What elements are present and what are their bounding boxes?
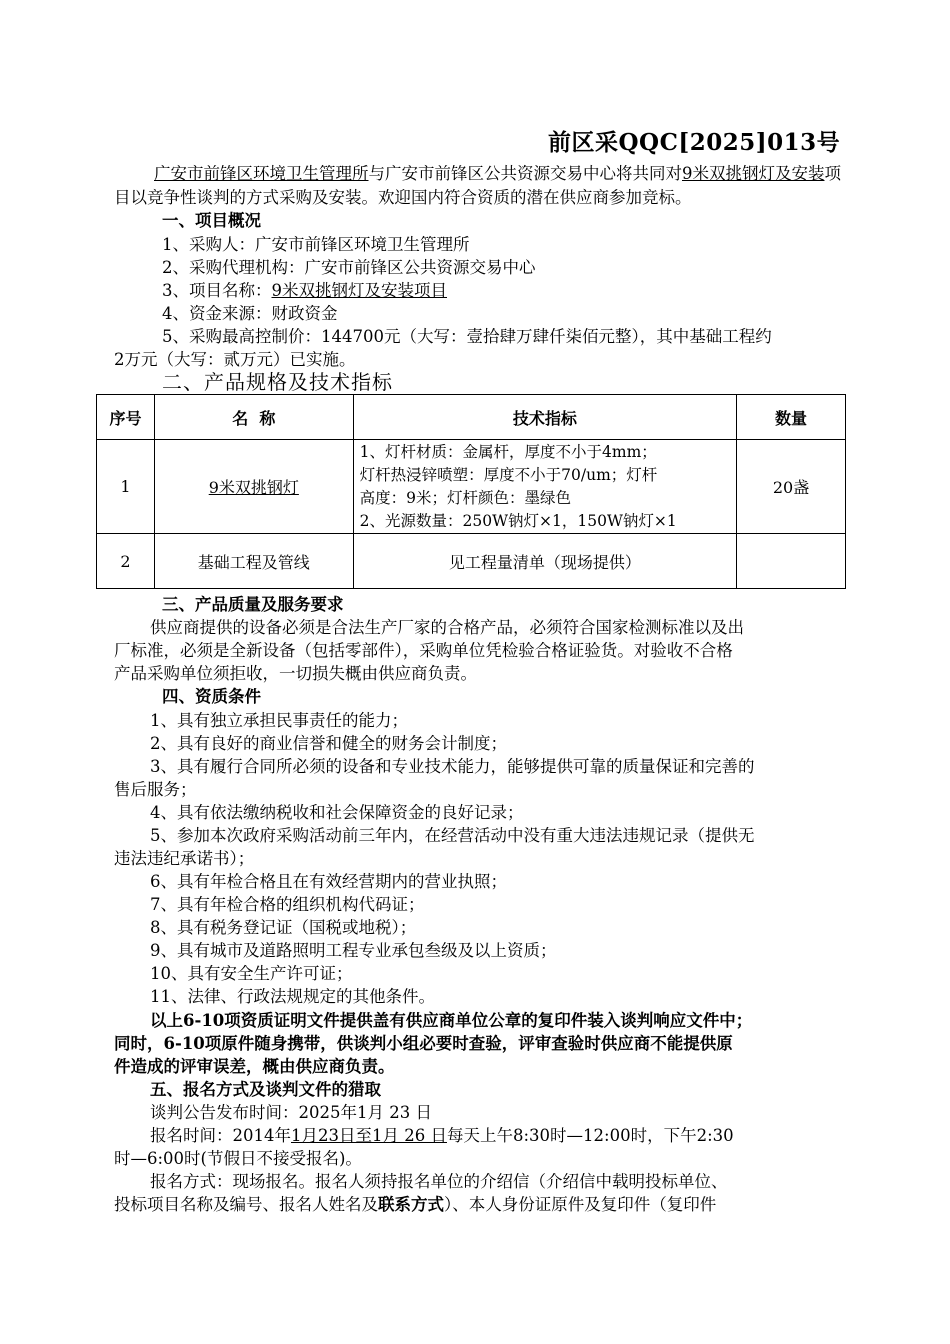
- method-contact-bold: 联系方式: [378, 1195, 444, 1214]
- document-number: 前区采QQC[2025]013号: [548, 129, 841, 156]
- section4-item4: 4、具有依法缴纳税收和社会保障资金的良好记录；: [150, 803, 524, 822]
- row1-tech-line1: 1、灯杆材质：金属杆，厚度不小于4mm；: [359, 442, 657, 461]
- intro-paragraph: [114, 162, 842, 209]
- section4-item9: 9、具有城市及道路照明工程专业承包叁级及以上资质；: [150, 941, 557, 960]
- item3-prefix: 3、项目名称：: [162, 281, 272, 300]
- row2-name: 基础工程及管线: [154, 534, 353, 589]
- section4-item3-line2: 售后服务；: [114, 780, 197, 799]
- section1-item1: 1、采购人：广安市前锋区环境卫生管理所: [162, 235, 470, 254]
- row2-qty: [737, 534, 846, 589]
- table-row: [97, 534, 846, 589]
- method-text-1: 投标项目名称及编号、报名人姓名及: [114, 1195, 378, 1214]
- intro-text-2: 项目以竞争性谈判的方式采购及安装。欢迎国内符合资质的潜在供应商参加竞标。: [114, 164, 841, 207]
- reg-suffix: 每天上午8:30时—12:00时，下午2:30: [446, 1126, 734, 1145]
- section1-item3: [162, 279, 447, 302]
- section4-item10: 10、具有安全生产许可证；: [150, 964, 353, 983]
- row1-tech: [353, 440, 736, 534]
- section4-note-line3: 件造成的评审误差，概由供应商负责。: [114, 1057, 395, 1076]
- section4-item1: 1、具有独立承担民事责任的能力；: [150, 711, 408, 730]
- purchaser-name: 广安市前锋区环境卫生管理所: [154, 164, 369, 183]
- header-tech: 技术指标: [353, 395, 736, 440]
- project-name-part-a: 9米双挑钢: [682, 164, 759, 183]
- row2-tech: 见工程量清单（现场提供）: [353, 534, 736, 589]
- section5-publish-time: 谈判公告发布时间：2025年1月 23 日: [150, 1103, 432, 1122]
- header-name: 名 称: [154, 395, 353, 440]
- section5-registration-line2: 时—6:00时(节假日不接受报名)。: [114, 1149, 362, 1168]
- section4-item5-line1: 5、参加本次政府采购活动前三年内，在经营活动中没有重大违法违规记录（提供无: [150, 826, 755, 845]
- reg-prefix: 报名时间：2014年: [150, 1126, 291, 1145]
- section2-title: 二、产品规格及技术指标: [162, 370, 393, 394]
- item3-project-name: 9米双挑钢灯及安装项目: [271, 281, 447, 300]
- section4-note-line2: 同时，6-10项原件随身携带，供谈判小组必要时查验，评审查验时供应商不能提供原: [114, 1034, 733, 1053]
- row1-name: 9米双挑钢灯: [154, 440, 353, 534]
- section3-line2: 厂标准，必须是全新设备（包括零部件），采购单位凭检验合格证验货。对验收不合格: [114, 641, 733, 660]
- section3-line3: 产品采购单位须拒收，一切损失概由供应商负责。: [114, 664, 477, 683]
- section5-method-line2: [114, 1193, 716, 1216]
- table-row: [97, 440, 846, 534]
- section1-item2: 2、采购代理机构：广安市前锋区公共资源交易中心: [162, 258, 536, 277]
- section3-title: 三、产品质量及服务要求: [162, 595, 344, 614]
- header-no: 序号: [97, 395, 155, 440]
- section5-registration-line1: [150, 1124, 734, 1147]
- section1-item4: 4、资金来源：财政资金: [162, 304, 338, 323]
- table-header-row: [97, 395, 846, 440]
- section1-title: 一、项目概况: [162, 211, 261, 230]
- section5-method-line1: 报名方式：现场报名。报名人须持报名单位的介绍信（介绍信中载明投标单位、: [150, 1172, 728, 1191]
- section4-item3-line1: 3、具有履行合同所必须的设备和专业技术能力，能够提供可靠的质量保证和完善的: [150, 757, 755, 776]
- section4-item5-line2: 违法违纪承诺书）；: [114, 849, 255, 868]
- section4-item6: 6、具有年检合格且在有效经营期内的营业执照；: [150, 872, 507, 891]
- section4-item8: 8、具有税务登记证（国税或地税）；: [150, 918, 417, 937]
- section5-title: 五、报名方式及谈判文件的猎取: [150, 1080, 381, 1099]
- section4-title: 四、资质条件: [162, 687, 261, 706]
- intro-text-1: 与广安市前锋区公共资源交易中心将共同对: [368, 164, 682, 183]
- section1-item5-line2: 2万元（大写：贰万元）已实施。: [114, 350, 356, 369]
- row2-no: 2: [97, 534, 155, 589]
- header-qty: 数量: [737, 395, 846, 440]
- project-name-part-b: 灯及安装: [758, 164, 825, 183]
- section4-item11: 11、法律、行政法规规定的其他条件。: [150, 987, 435, 1006]
- row1-tech-line4: 2、光源数量：250W钠灯×1，150W钠灯×1: [359, 511, 677, 530]
- section4-item2: 2、具有良好的商业信誉和健全的财务会计制度；: [150, 734, 507, 753]
- section3-line1: 供应商提供的设备必须是合法生产厂家的合格产品，必须符合国家检测标准以及出: [150, 618, 744, 637]
- row1-tech-line3: 高度：9米；灯杆颜色：墨绿色: [359, 488, 572, 507]
- row1-tech-line2: 灯杆热浸锌喷塑：厚度不小于70/um；灯杆: [359, 465, 658, 484]
- section1-item5-line1: 5、采购最高控制价：144700元（大写：壹拾肆万肆仟柒佰元整），其中基础工程约: [162, 327, 772, 346]
- spec-table: [96, 394, 846, 589]
- section4-note-line1: 以上6-10项资质证明文件提供盖有供应商单位公章的复印件装入谈判响应文件中；: [150, 1011, 753, 1030]
- row1-qty: 20盏: [737, 440, 846, 534]
- row1-no: 1: [97, 440, 155, 534]
- reg-dates: 1月23日至1月 26 日: [291, 1126, 447, 1145]
- method-text-2: ）、本人身份证原件及复印件（复印件: [444, 1195, 717, 1214]
- section4-item7: 7、具有年检合格的组织机构代码证；: [150, 895, 425, 914]
